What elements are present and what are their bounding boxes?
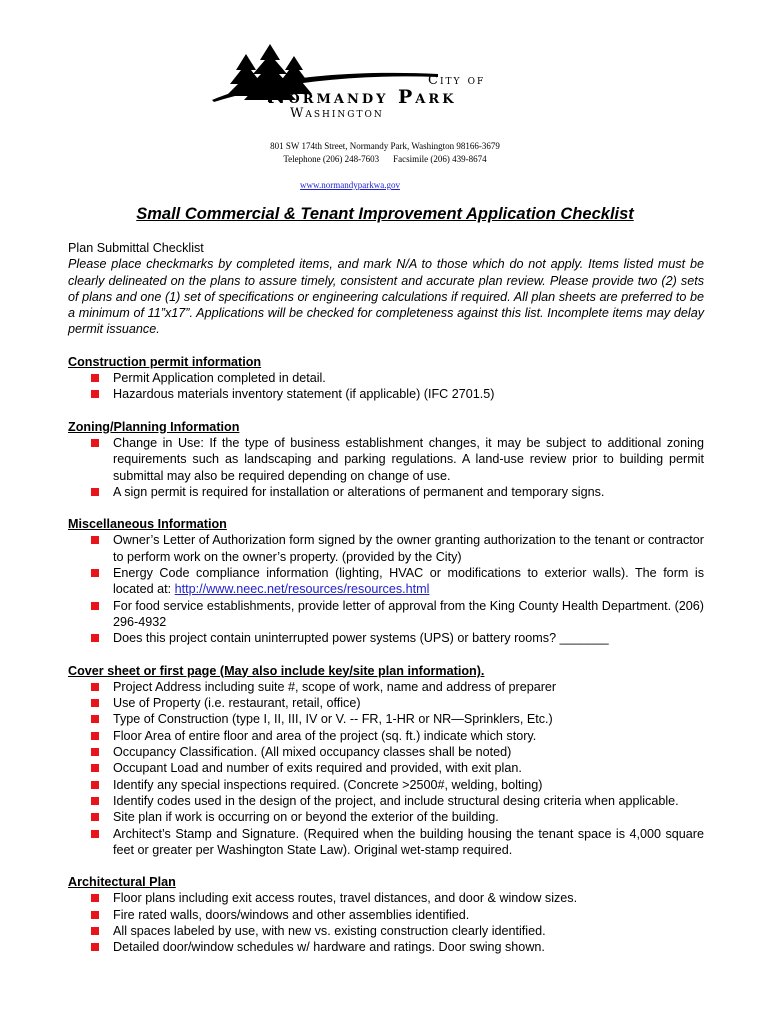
list-item: Hazardous materials inventory statement (if applicable) (IFC 2701.5)	[68, 386, 704, 402]
checkbox-square-icon[interactable]	[91, 732, 99, 740]
section-construction	[68, 354, 704, 403]
website-link[interactable]: www.normandyparkwa.gov	[300, 180, 400, 190]
facsimile: Facsimile (206) 439-8674	[393, 154, 487, 164]
list-item: Identify codes used in the design of the project, and include structural desing criteria when applicable.	[68, 793, 704, 809]
checkbox-square-icon[interactable]	[91, 536, 99, 544]
instructions: Please place checkmarks by completed items, and mark N/A to those which do not apply. Items listed must be clearly delineated on the plans to assure timely, consistent and accurate plan review. Please provide two (2) sets of plans and one (1) set of specifications or engineering calculations if required. All plan sheets are preferred to be a minimum of 11”x17”. Applications will be checked for completeness against this list. Incomplete items may delay permit issuance.	[68, 257, 704, 337]
checkbox-square-icon[interactable]	[91, 764, 99, 772]
checkbox-square-icon[interactable]	[91, 715, 99, 723]
checkbox-square-icon[interactable]	[91, 911, 99, 919]
contact-line	[0, 154, 770, 164]
checkbox-square-icon[interactable]	[91, 894, 99, 902]
section-title: Miscellaneous Information	[68, 517, 227, 532]
list-item: Occupant Load and number of exits required and provided, with exit plan.	[68, 760, 704, 776]
list-item: Type of Construction (type I, II, III, IV or V. -- FR, 1-HR or NR—Sprinklers, Etc.)	[68, 711, 704, 727]
checkbox-square-icon[interactable]	[91, 683, 99, 691]
checklist-body	[68, 240, 704, 956]
list-item: Use of Property (i.e. restaurant, retail, office)	[68, 695, 704, 711]
checkbox-square-icon[interactable]	[91, 488, 99, 496]
list-item: Site plan if work is occurring on or beyond the exterior of the building.	[68, 809, 704, 825]
list-item: Detailed door/window schedules w/ hardware and ratings. Door swing shown.	[68, 939, 704, 955]
list-item: Project Address including suite #, scope of work, name and address of preparer	[68, 679, 704, 695]
checkbox-square-icon[interactable]	[91, 602, 99, 610]
logo-city-name: Normandy Park	[268, 86, 457, 108]
list-item: Floor Area of entire floor and area of the project (sq. ft.) indicate which story.	[68, 728, 704, 744]
section-architectural	[68, 874, 704, 955]
checkbox-square-icon[interactable]	[91, 748, 99, 756]
checkbox-square-icon[interactable]	[91, 374, 99, 382]
checkbox-square-icon[interactable]	[91, 781, 99, 789]
checkbox-square-icon[interactable]	[91, 569, 99, 577]
list-item: Permit Application completed in detail.	[68, 370, 704, 386]
list-item: Does this project contain uninterrupted power systems (UPS) or battery rooms? _______	[68, 630, 704, 646]
section-misc	[68, 516, 704, 646]
section-title: Construction permit information	[68, 354, 262, 369]
subtitle: Plan Submittal Checklist	[68, 241, 204, 255]
section-title: Zoning/Planning Information	[68, 419, 240, 434]
list-item: Change in Use: If the type of business establishment changes, it may be subject to additional zoning requirements such as landscaping and parking regulations. A land-use review prior to building permit submittal may also be required depending on change of use.	[68, 435, 704, 484]
list-item: Owner’s Letter of Authorization form signed by the owner granting authorization to the tenant or contractor to perform work on the owner’s property. (provided by the City)	[68, 532, 704, 565]
logo-city-of: City of	[428, 73, 486, 88]
checkbox-square-icon[interactable]	[91, 797, 99, 805]
list-item: Identify any special inspections required. (Concrete >2500#, welding, bolting)	[68, 777, 704, 793]
list-item: A sign permit is required for installation or alterations of permanent and temporary signs.	[68, 484, 704, 500]
document-title: Small Commercial & Tenant Improvement Application Checklist	[136, 205, 634, 223]
checkbox-square-icon[interactable]	[91, 943, 99, 951]
checkbox-square-icon[interactable]	[91, 699, 99, 707]
list-item: All spaces labeled by use, with new vs. existing construction clearly identified.	[68, 923, 704, 939]
checkbox-square-icon[interactable]	[91, 390, 99, 398]
section-title: Cover sheet or first page (May also include key/site plan information).	[68, 663, 485, 678]
address-line: 801 SW 174th Street, Normandy Park, Washington 98166-3679	[270, 141, 500, 151]
checkbox-square-icon[interactable]	[91, 813, 99, 821]
checkbox-square-icon[interactable]	[91, 830, 99, 838]
list-item: Occupancy Classification. (All mixed occupancy classes shall be noted)	[68, 744, 704, 760]
section-title: Architectural Plan	[68, 875, 176, 890]
checkbox-square-icon[interactable]	[91, 927, 99, 935]
checkbox-square-icon[interactable]	[91, 439, 99, 447]
list-item: Architect’s Stamp and Signature. (Required when the building housing the tenant space is 4,000 square feet or greater per Washington State Law). Original wet-stamp required.	[68, 826, 704, 859]
list-item: Fire rated walls, doors/windows and other assemblies identified.	[68, 907, 704, 923]
section-zoning	[68, 419, 704, 500]
list-item: For food service establishments, provide letter of approval from the King County Health Department. (206) 296-4932	[68, 598, 704, 631]
section-cover-sheet	[68, 663, 704, 859]
energy-code-link[interactable]: http://www.neec.net/resources/resources.html	[174, 582, 430, 597]
logo-state: Washington	[290, 106, 384, 121]
list-item: Floor plans including exit access routes, travel distances, and door & window sizes.	[68, 890, 704, 906]
checkbox-square-icon[interactable]	[91, 634, 99, 642]
list-item: Energy Code compliance information (lighting, HVAC or modifications to exterior walls). The form is located at: http://www.neec.net/resources/resources.html	[68, 565, 704, 598]
telephone: Telephone (206) 248-7603	[283, 154, 380, 164]
